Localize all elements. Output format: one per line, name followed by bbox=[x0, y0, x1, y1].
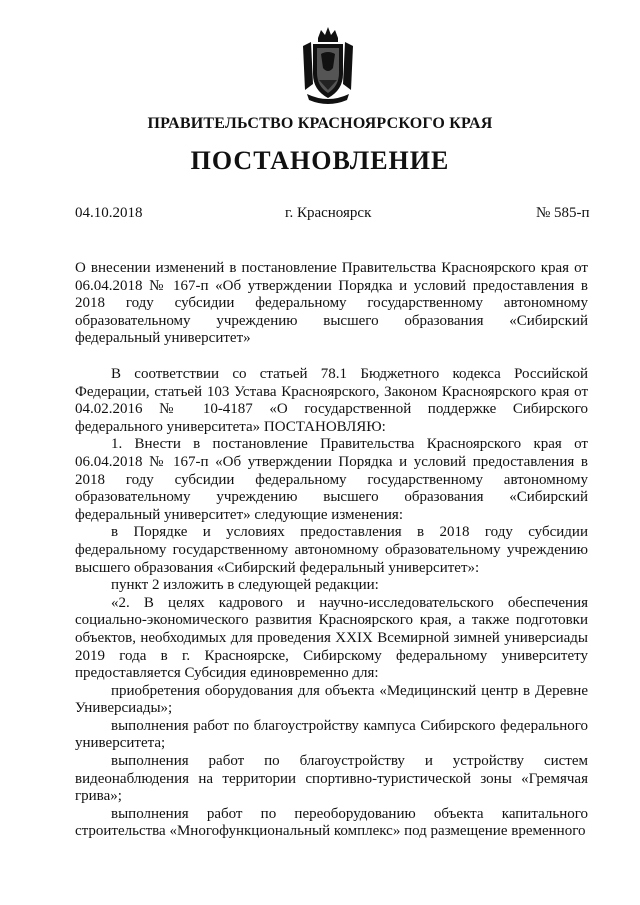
body-paragraph: 1. Внести в постановление Правительства Красноярского края от 06.04.2018 № 167-п «Об утверждении Порядка и условий предоставления в 2018 году субсидии федеральному государственному автономному образовательному учреждению высшего образования «Сибирский федеральный университет» следующие изменения: bbox=[75, 436, 588, 523]
coat-of-arms-icon bbox=[297, 24, 359, 104]
body-paragraph: выполнения работ по переоборудованию объекта капитального строительства «Многофункциональный комплекс» под размещение временного bbox=[75, 805, 588, 840]
document-subject: О внесении изменений в постановление Правительства Красноярского края от 06.04.2018 № 167-п «Об утверждении Порядка и условий предоставления в 2018 году субсидии федеральному государственному автономному образовательному учреждению высшего образования «Сибирский федеральный университет» bbox=[75, 260, 588, 346]
body-paragraph: пункт 2 изложить в следующей редакции: bbox=[111, 577, 379, 594]
document-body bbox=[75, 366, 588, 841]
body-paragraph: выполнения работ по благоустройству и устройству систем видеонаблюдения на территории спортивно-туристической зоны «Гремячая грива»; bbox=[75, 753, 588, 805]
document-date: 04.10.2018 bbox=[75, 205, 143, 221]
document-type-heading: ПОСТАНОВЛЕНИЕ bbox=[190, 146, 450, 175]
body-paragraph: приобретения оборудования для объекта «Медицинский центр в Деревне Универсиады»; bbox=[75, 682, 588, 717]
body-paragraph: В соответствии со статьей 78.1 Бюджетного кодекса Российской Федерации, статьей 103 Устава Красноярского, Законом Красноярского края от 04.02.2016 № 10-4187 «О государственной поддержке Сибирского федерального университета» ПОСТАНОВЛЯЮ: bbox=[75, 366, 588, 435]
document-city: г. Красноярск bbox=[285, 205, 372, 221]
body-paragraph: в Порядке и условиях предоставления в 2018 году субсидии федеральному государственному автономному образовательному учреждению высшего образования «Сибирский федеральный университет»: bbox=[75, 524, 588, 576]
body-paragraph: выполнения работ по благоустройству кампуса Сибирского федерального университета; bbox=[75, 717, 588, 752]
document-number: № 585-п bbox=[536, 205, 590, 221]
body-paragraph: «2. В целях кадрового и научно-исследовательского обеспечения социально-экономического развития Красноярского края, а также подготовки объектов, необходимых для проведения XXIX Всемирной зимней универсиады 2019 года в г. Красноярске, Сибирскому федеральному университету предоставляется Субсидия единовременно для: bbox=[75, 594, 588, 682]
government-title: ПРАВИТЕЛЬСТВО КРАСНОЯРСКОГО КРАЯ bbox=[147, 115, 493, 132]
